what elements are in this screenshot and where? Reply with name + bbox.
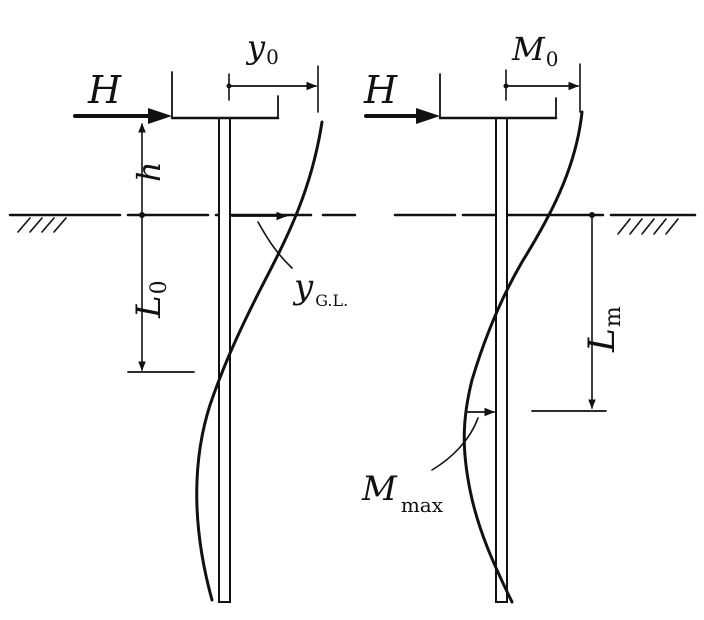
ground-hatch-right: [618, 219, 678, 234]
ground-hatch-left: [18, 218, 66, 232]
left-force-label: H: [88, 68, 122, 112]
left-h-label: h: [130, 161, 168, 182]
right-mmax-label: M $_{max}$: [362, 469, 443, 517]
right-m0-label: M0: [512, 30, 559, 71]
left-ygl-label: y $_{G.L.}$: [294, 267, 349, 310]
left-l0-label: L0: [129, 280, 172, 318]
right-pile-diagram: [361, 30, 626, 602]
right-force-label: H: [364, 68, 398, 112]
right-pile: [496, 118, 507, 602]
left-y0-label: y0: [247, 28, 279, 69]
right-moment-curve: [464, 112, 582, 602]
left-deflection-curve: [197, 122, 322, 600]
left-pile-diagram: [75, 28, 348, 602]
right-lm-label: Lm: [582, 306, 626, 352]
